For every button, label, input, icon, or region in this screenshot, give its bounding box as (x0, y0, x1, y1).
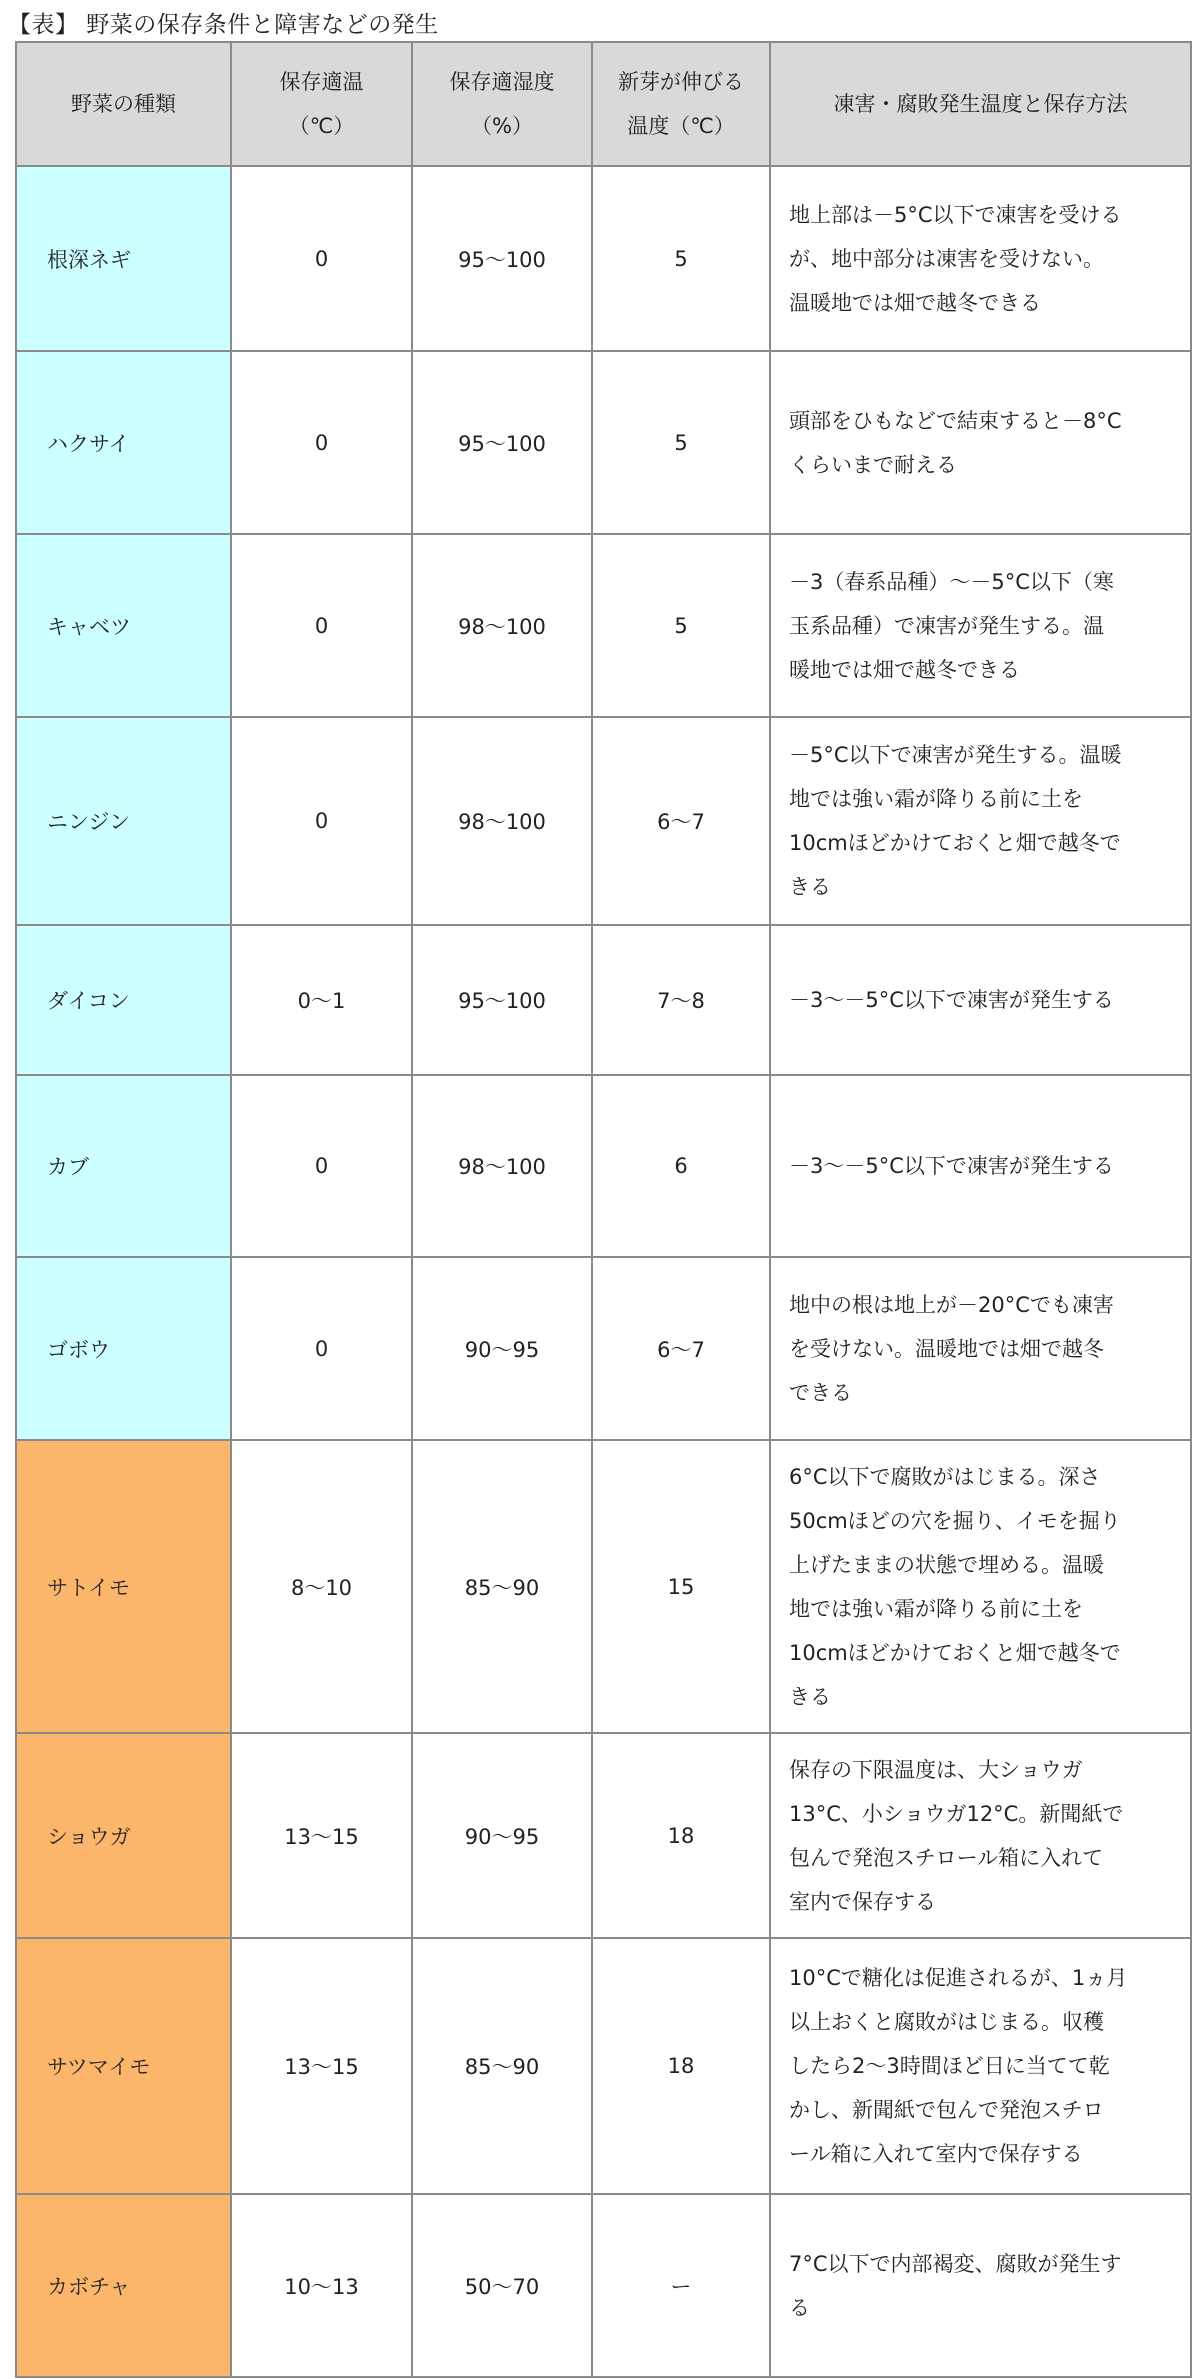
header-label: 野菜の種類 (71, 92, 176, 116)
vegetable-name-cell: キャベツ (16, 534, 231, 717)
storage-humidity-cell: 50〜70 (412, 2194, 592, 2377)
vegetable-name-cell: ダイコン (16, 925, 231, 1075)
storage-temp-cell: 0 (231, 351, 412, 534)
vegetable-name-cell: サトイモ (16, 1440, 231, 1733)
description-line: 7°C以下で内部褐変、腐敗が発生す (789, 2251, 1122, 2276)
header-storage-temp (231, 42, 412, 166)
damage-method-cell (770, 1938, 1191, 2194)
damage-method-cell (770, 925, 1191, 1075)
table-row (16, 925, 1191, 1075)
description-line: 温暖地では畑で越冬できる (789, 290, 1041, 315)
description-line: 以上おくと腐敗がはじまる。収穫 (789, 2010, 1104, 2034)
vegetable-storage-table (15, 41, 1192, 2378)
storage-temp-cell: 0 (231, 1075, 412, 1257)
header-label: 保存適温 (279, 70, 364, 94)
storage-humidity-cell: 98〜100 (412, 1075, 592, 1257)
sprout-temp-cell: 5 (592, 166, 770, 351)
vegetable-name-cell: サツマイモ (16, 1938, 231, 2194)
damage-method-cell (770, 166, 1191, 351)
header-row (16, 42, 1191, 166)
vegetable-name-cell: ハクサイ (16, 351, 231, 534)
description-line: 上げたままの状態で埋める。温暖 (789, 1552, 1104, 1577)
description-line: きる (789, 875, 831, 899)
header-storage-humidity (412, 42, 592, 166)
sprout-temp-cell: 18 (592, 1733, 770, 1938)
vegetable-name-cell: カブ (16, 1075, 231, 1257)
table-row (16, 166, 1191, 351)
storage-temp-cell: 13〜15 (231, 1938, 412, 2194)
header-label: 凍害・腐敗発生温度と保存方法 (833, 92, 1128, 116)
description-line: 包んで発泡スチロール箱に入れて (789, 1845, 1104, 1870)
storage-humidity-cell: 98〜100 (412, 534, 592, 717)
description-line: －3〜－5°C以下で凍害が発生する (789, 988, 1114, 1012)
storage-temp-cell: 0 (231, 534, 412, 717)
description-line: 室内で保存する (789, 1889, 936, 1914)
storage-temp-cell: 0 (231, 166, 412, 351)
table-row (16, 2194, 1191, 2377)
description-line: 玉系品種）で凍害が発生する。温 (789, 613, 1104, 638)
sprout-temp-cell: 7〜8 (592, 925, 770, 1075)
sprout-temp-cell: 18 (592, 1938, 770, 2194)
table-row (16, 351, 1191, 534)
table-title: 【表】 野菜の保存条件と障害などの発生 (8, 12, 439, 38)
description-line: る (789, 2295, 810, 2320)
description-line: 地中の根は地上が－20°Cでも凍害 (789, 1292, 1114, 1317)
vegetable-name-cell: ニンジン (16, 717, 231, 925)
header-damage-method (770, 42, 1191, 166)
vegetable-name-cell: カボチャ (16, 2194, 231, 2377)
sprout-temp-cell: 6〜7 (592, 717, 770, 925)
description-line: 頭部をひもなどで結束すると－8°C (789, 408, 1122, 433)
table-row (16, 1938, 1191, 2194)
storage-humidity-cell: 98〜100 (412, 717, 592, 925)
sprout-temp-cell: ー (592, 2194, 770, 2377)
storage-temp-cell: 13〜15 (231, 1733, 412, 1938)
description-line: きる (789, 1684, 831, 1709)
table-row (16, 1733, 1191, 1938)
storage-humidity-cell: 95〜100 (412, 925, 592, 1075)
description-line: －3〜－5°C以下で凍害が発生する (789, 1154, 1114, 1178)
storage-temp-cell: 10〜13 (231, 2194, 412, 2377)
storage-temp-cell: 0 (231, 1257, 412, 1440)
description-line: 10cmほどかけておくと畑で越冬で (789, 831, 1121, 855)
table-row (16, 1257, 1191, 1440)
table-row (16, 717, 1191, 925)
table-row (16, 1075, 1191, 1257)
vegetable-name-cell: ショウガ (16, 1733, 231, 1938)
storage-temp-cell: 0〜1 (231, 925, 412, 1075)
vegetable-name-cell: ゴボウ (16, 1257, 231, 1440)
description-line: 50cmほどの穴を掘り、イモを掘り (789, 1508, 1121, 1533)
header-label: 保存適湿度 (449, 70, 555, 94)
damage-method-cell (770, 1075, 1191, 1257)
description-line: 13°C、小ショウガ12°C。新聞紙で (789, 1801, 1124, 1826)
damage-method-cell (770, 717, 1191, 925)
description-line: 6°C以下で腐敗がはじまる。深さ (789, 1464, 1101, 1489)
header-label: （℃） (288, 114, 355, 138)
description-line: したら2〜3時間ほど日に当てて乾 (789, 2054, 1110, 2078)
description-line: 地上部は－5°C以下で凍害を受ける (789, 202, 1122, 227)
vegetable-name-cell: 根深ネギ (16, 166, 231, 351)
storage-humidity-cell: 95〜100 (412, 351, 592, 534)
table-row (16, 534, 1191, 717)
description-line: 地では強い霜が降りる前に土を (789, 1596, 1083, 1621)
header-vegetable-type (16, 42, 231, 166)
description-line: －3（春系品種）〜－5°C以下（寒 (789, 569, 1114, 594)
sprout-temp-cell: 5 (592, 351, 770, 534)
description-line: が、地中部分は凍害を受けない。 (789, 246, 1104, 271)
damage-method-cell (770, 1257, 1191, 1440)
description-line: を受けない。温暖地では畑で越冬 (789, 1336, 1104, 1361)
table-row (16, 1440, 1191, 1733)
storage-humidity-cell: 85〜90 (412, 1938, 592, 2194)
header-sprout-temp (592, 42, 770, 166)
header-label: （%） (471, 114, 533, 138)
header-label: 新芽が伸びる (618, 70, 744, 94)
damage-method-cell (770, 534, 1191, 717)
storage-temp-cell: 8〜10 (231, 1440, 412, 1733)
description-line: くらいまで耐える (789, 452, 957, 477)
description-line: かし、新聞紙で包んで発泡スチロ (789, 2098, 1104, 2122)
description-line: 10cmほどかけておくと畑で越冬で (789, 1640, 1121, 1665)
damage-method-cell (770, 2194, 1191, 2377)
description-line: ール箱に入れて室内で保存する (789, 2142, 1083, 2166)
description-line: 10°Cで糖化は促進されるが、1ヵ月 (789, 1966, 1128, 1990)
storage-humidity-cell: 90〜95 (412, 1733, 592, 1938)
storage-temp-cell: 0 (231, 717, 412, 925)
storage-humidity-cell: 85〜90 (412, 1440, 592, 1733)
damage-method-cell (770, 351, 1191, 534)
storage-humidity-cell: 95〜100 (412, 166, 592, 351)
sprout-temp-cell: 15 (592, 1440, 770, 1733)
header-label: 温度（℃） (627, 114, 735, 138)
damage-method-cell (770, 1733, 1191, 1938)
storage-humidity-cell: 90〜95 (412, 1257, 592, 1440)
damage-method-cell (770, 1440, 1191, 1733)
description-line: 地では強い霜が降りる前に土を (789, 787, 1083, 811)
sprout-temp-cell: 6 (592, 1075, 770, 1257)
description-line: －5°C以下で凍害が発生する。温暖 (789, 743, 1122, 767)
description-line: できる (789, 1380, 852, 1405)
sprout-temp-cell: 6〜7 (592, 1257, 770, 1440)
sprout-temp-cell: 5 (592, 534, 770, 717)
description-line: 暖地では畑で越冬できる (789, 657, 1020, 682)
description-line: 保存の下限温度は、大ショウガ (789, 1757, 1083, 1782)
